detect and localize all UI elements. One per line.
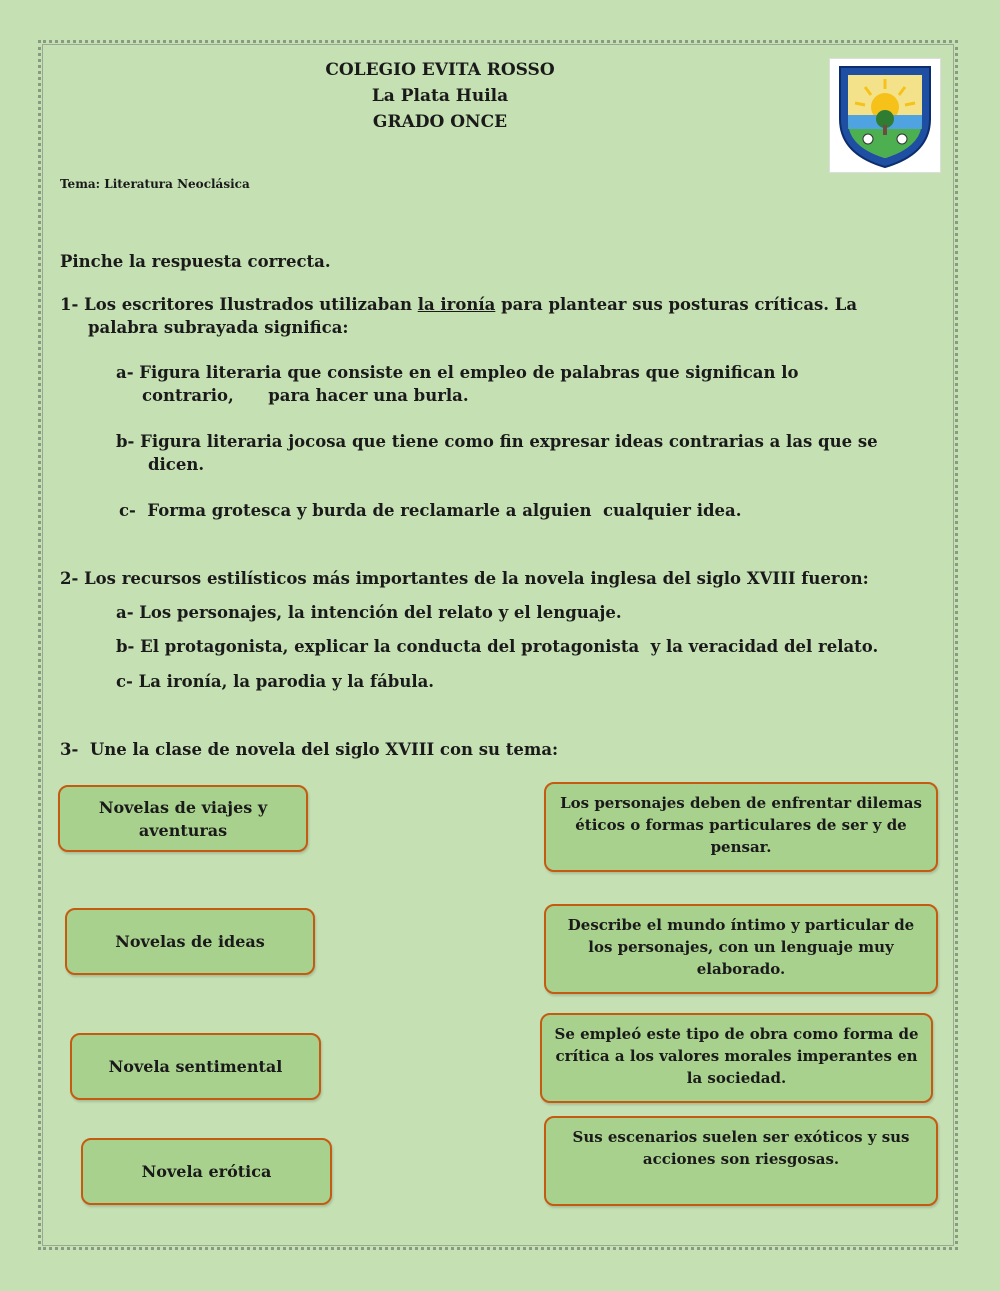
school-name: COLEGIO EVITA ROSSO	[325, 60, 555, 80]
q2-option-a[interactable]: a- Los personajes, la intención del relato y el lenguaje.	[116, 603, 622, 622]
match-left-2[interactable]: Novelas de ideas	[65, 908, 315, 975]
q1-stem	[60, 293, 857, 316]
q2-option-b[interactable]: b- El protagonista, explicar la conducta del protagonista y la veracidad del relato.	[116, 637, 879, 656]
q1-stem-line2: palabra subrayada significa:	[88, 318, 349, 337]
match-left-3[interactable]: Novela sentimental	[70, 1033, 321, 1100]
match-left-1[interactable]: Novelas de viajes y aventuras	[58, 785, 308, 852]
match-right-4[interactable]: Sus escenarios suelen ser exóticos y sus acciones son riesgosas.	[544, 1116, 938, 1206]
q1-option-b[interactable]: b- Figura literaria jocosa que tiene como fin expresar ideas contrarias a las que se	[116, 432, 878, 451]
school-city: La Plata Huila	[371, 86, 509, 106]
q2-stem: 2- Los recursos estilísticos más importantes de la novela inglesa del siglo XVIII fueron:	[60, 569, 869, 588]
q1-stem-pre: Los escritores Ilustrados utilizaban	[84, 295, 412, 314]
q1-option-a[interactable]: a- Figura literaria que consiste en el empleo de palabras que significan lo	[116, 363, 799, 382]
q2-option-c[interactable]: c- La ironía, la parodia y la fábula.	[116, 672, 435, 691]
q1-option-b-line2[interactable]: dicen.	[148, 455, 205, 474]
topic-label: Tema: Literatura Neoclásica	[60, 177, 250, 191]
q1-option-a-line2[interactable]: contrario, para hacer una burla.	[142, 386, 469, 405]
match-right-3[interactable]: Se empleó este tipo de obra como forma de crítica a los valores morales imperantes en la sociedad.	[540, 1013, 933, 1103]
match-left-4[interactable]: Novela erótica	[81, 1138, 332, 1205]
q3-stem: 3- Une la clase de novela del siglo XVIII con su tema:	[60, 740, 559, 759]
match-right-1[interactable]: Los personajes deben de enfrentar dilemas éticos o formas particulares de ser y de pensar.	[544, 782, 938, 872]
instruction: Pinche la respuesta correcta.	[60, 252, 331, 271]
grade-label: GRADO ONCE	[372, 112, 508, 132]
q1-option-c[interactable]: c- Forma grotesca y burda de reclamarle a alguien cualquier idea.	[119, 501, 742, 520]
match-right-2[interactable]: Describe el mundo íntimo y particular de los personajes, con un lenguaje muy elaborado.	[544, 904, 938, 994]
q1-number: 1-	[60, 295, 79, 314]
q1-stem-post: para plantear sus posturas críticas. La	[501, 295, 858, 314]
school-crest-logo	[829, 58, 941, 173]
q1-underlined-term: la ironía	[417, 295, 496, 314]
